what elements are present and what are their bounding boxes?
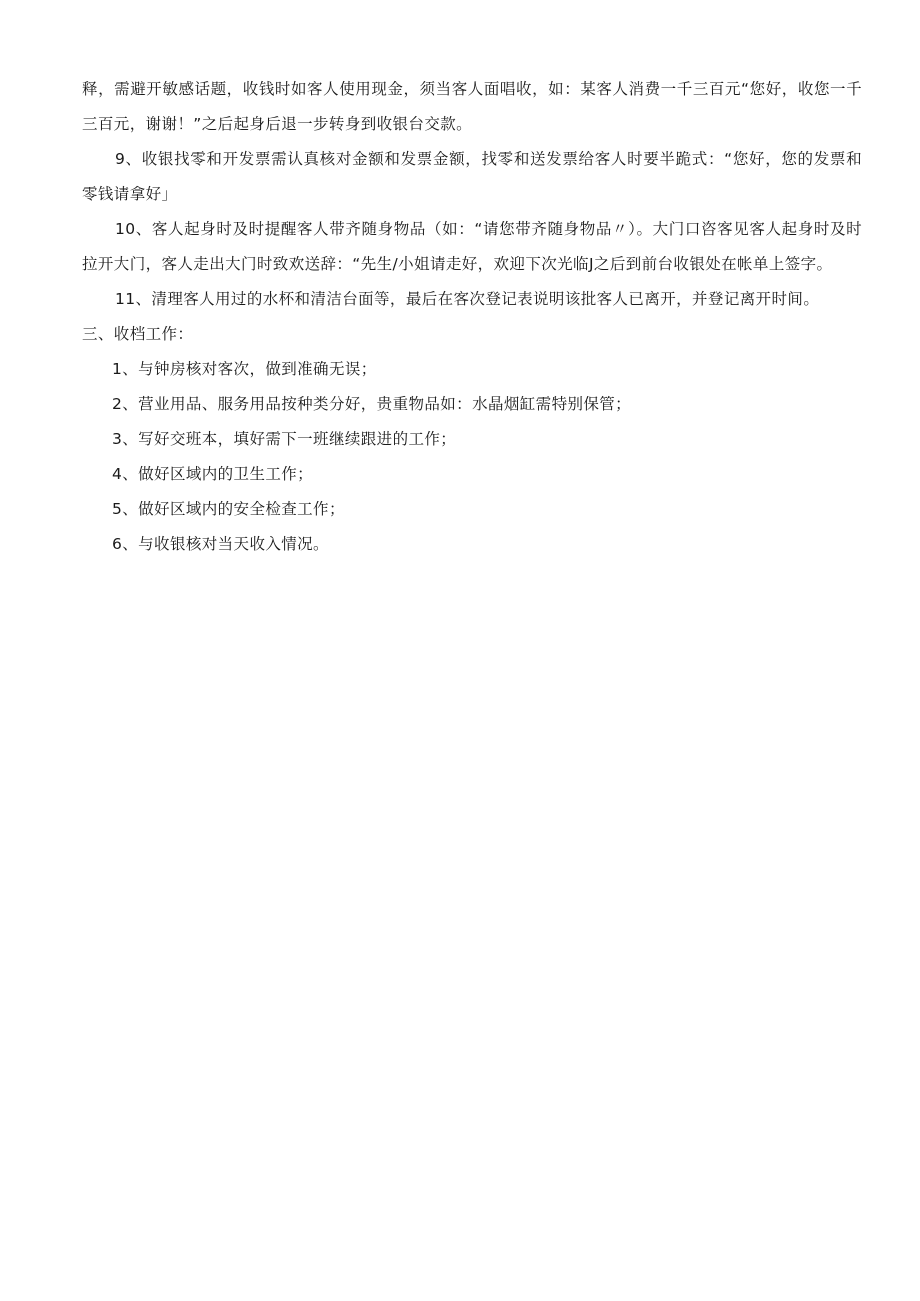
paragraph-continuation: 释，需避开敏感话题，收钱时如客人使用现金，须当客人面唱收，如：某客人消费一千三百元“您好，收您一千三百元，谢谢！”之后起身后退一步转身到收银台交款。	[82, 80, 862, 133]
paragraph-item-11: 11、清理客人用过的水杯和清洁台面等，最后在客次登记表说明该批客人已离开，并登记离开时间。	[115, 290, 820, 308]
list-item: 4、做好区域内的卫生工作；	[112, 465, 314, 483]
paragraph-item-9: 9、收银找零和开发票需认真核对金额和发票金额，找零和送发票给客人时要半跪式：“您好，您的发票和零钱请拿好」	[82, 150, 862, 203]
list-item: 1、与钟房核对客次，做到准确无误；	[112, 360, 377, 378]
list-item: 6、与收银核对当天收入情况。	[112, 535, 329, 553]
list-item: 3、写好交班本，填好需下一班继续跟进的工作；	[112, 430, 457, 448]
paragraph-item-10: 10、客人起身时及时提醒客人带齐随身物品（如：“请您带齐随身物品〃）。大门口咨客见客人起身时及时拉开大门，客人走出大门时致欢送辞：“先生/小姐请走好，欢迎下次光临J之后到前台收银处在帐单上签字。	[82, 220, 862, 273]
document-page	[82, 72, 862, 562]
list-item: 5、做好区域内的安全检查工作；	[112, 500, 345, 518]
list-item: 2、营业用品、服务用品按种类分好，贵重物品如：水晶烟缸需特别保管；	[112, 395, 632, 413]
section-heading: 三、收档工作：	[82, 325, 194, 343]
